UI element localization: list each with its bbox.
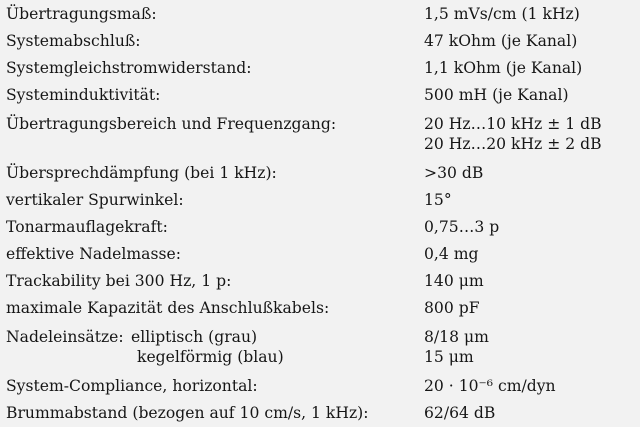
spec-label: Tonarmauflagekraft: — [6, 218, 168, 236]
spec-row-stylus-mass — [0, 244, 640, 270]
spec-label: Systemabschluß: — [6, 32, 141, 50]
spec-row-transfer-factor — [0, 4, 640, 30]
spec-row-cable-capacity — [0, 298, 640, 324]
spec-label: Brummabstand (bezogen auf 10 cm/s, 1 kHz): — [6, 404, 369, 422]
spec-value-secondary: 15 μm — [424, 348, 474, 366]
spec-label: maximale Kapazität des Anschlußkabels: — [6, 299, 330, 317]
spec-value: 1,1 kOhm (je Kanal) — [424, 59, 583, 77]
spec-value: 0,75…3 p — [424, 218, 500, 236]
spec-value: 140 μm — [424, 272, 484, 290]
spec-row-compliance — [0, 376, 640, 402]
spec-row-tracking-force — [0, 217, 640, 243]
spec-sublabel-elliptical: elliptisch (grau) — [131, 328, 258, 346]
spec-label: Übertragungsmaß: — [6, 5, 157, 23]
spec-row-termination — [0, 31, 640, 57]
spec-label: vertikaler Spurwinkel: — [6, 191, 184, 209]
spec-value-secondary: 20 Hz…20 kHz ± 2 dB — [424, 135, 602, 153]
spec-value: 15° — [424, 191, 452, 209]
spec-label: System-Compliance, horizontal: — [6, 377, 258, 395]
spec-row-dc-resistance — [0, 58, 640, 84]
spec-value: 1,5 mVs/cm (1 kHz) — [424, 5, 580, 23]
spec-row-tracking-angle — [0, 190, 640, 216]
spec-label: effektive Nadelmasse: — [6, 245, 181, 263]
spec-label: Übersprechdämpfung (bei 1 kHz): — [6, 164, 277, 182]
spec-sublabel-conical: kegelförmig (blau) — [137, 348, 284, 366]
spec-value: 20 · 10⁻⁶ cm/dyn — [424, 377, 556, 395]
spec-row-inductance — [0, 85, 640, 111]
spec-value: 0,4 mg — [424, 245, 479, 263]
spec-value: >30 dB — [424, 164, 484, 182]
spec-row-trackability — [0, 271, 640, 297]
spec-label: Übertragungsbereich und Frequenzgang: — [6, 115, 337, 133]
spec-row-hum-rejection — [0, 403, 640, 425]
spec-value: 8/18 μm — [424, 328, 489, 346]
spec-value: 800 pF — [424, 299, 480, 317]
spec-value: 47 kOhm (je Kanal) — [424, 32, 578, 50]
spec-value: 500 mH (je Kanal) — [424, 86, 569, 104]
spec-label: Systeminduktivität: — [6, 86, 161, 104]
spec-row-styli — [0, 327, 640, 371]
spec-label: Trackability bei 300 Hz, 1 p: — [6, 272, 232, 290]
spec-value: 20 Hz…10 kHz ± 1 dB — [424, 115, 602, 133]
spec-value: 62/64 dB — [424, 404, 496, 422]
spec-row-crosstalk — [0, 163, 640, 189]
spec-label: Systemgleichstromwiderstand: — [6, 59, 252, 77]
spec-row-frequency-response — [0, 114, 640, 158]
spec-label: Nadeleinsätze: — [6, 328, 124, 346]
